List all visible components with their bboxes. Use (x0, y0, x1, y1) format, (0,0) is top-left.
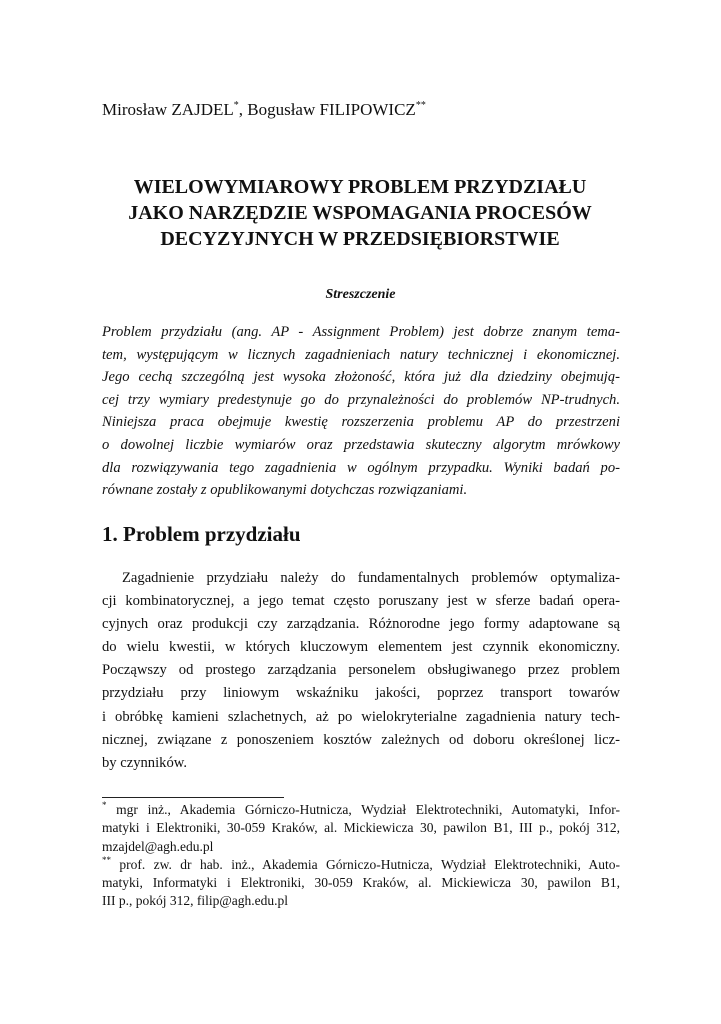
body-line: do wielu kwestii, w których kluczowym elementem jest czynnik ekonomiczny. (102, 639, 620, 656)
abstract-line: Problem przydziału (ang. AP - Assignment Problem) jest dobrze znanym tema- (102, 324, 620, 340)
abstract-line: Jego cechą szczególną jest wysoka złożoność, która już dla dziedziny obejmują- (102, 369, 620, 386)
abstract-line: Niniejsza praca obejmuje kwestię rozszerzenia problemu AP do przestrzeni (102, 414, 620, 431)
footnote-marker: ** (415, 100, 426, 111)
footnote-line: mzajdel@agh.edu.pl (102, 838, 214, 854)
body-line: Począwszy od prostego zarządzania personelem obsługiwanego przez problem (102, 662, 620, 679)
abstract-line: o dowolnej liczbie wymiarów oraz przedstawia skuteczny algorytm mrówkowy (102, 436, 620, 453)
title-line: WIELOWYMIAROWY PROBLEM PRZYDZIAŁU (133, 176, 587, 198)
author-separator: , (238, 100, 248, 119)
abstract-line: dla rozwiązywania tego zagadnienia w ogólnym przypadku. Wyniki badań po- (102, 459, 620, 476)
abstract-line: cej trzy wymiary predestynuje go do przynależności do problemów NP-trudnych. (102, 391, 620, 408)
abstract-heading: Streszczenie (325, 287, 396, 302)
body-line: przydziału przy liniowym wskaźniku jakości, poprzez transport towarów (102, 685, 620, 702)
footnote-line: matyki i Elektroniki, 30-059 Kraków, al. Mickiewicza 30, pawilon B1, III p., pokój 312, (102, 820, 620, 836)
abstract-line: równane zostały z opublikowanymi dotychczas rozwiązaniami. (102, 482, 468, 499)
footnote-line (102, 801, 620, 819)
footnote-text: mgr inż., Akademia Górniczo-Hutnicza, Wydział Elektrotechniki, Automatyki, Infor- (116, 802, 621, 817)
footnote-marker: ** (102, 854, 111, 865)
footnote-marker: * (102, 800, 107, 810)
paper-title (60, 174, 660, 252)
footnote-line: matyki, Informatyki i Elektroniki, 30-059 Kraków, al. Mickiewicza 30, pawilon B1, (102, 875, 620, 891)
footnote-text: prof. zw. dr hab. inż., Akademia Górniczo-Hutnicza, Wydział Elektrotechniki, Auto- (119, 856, 621, 872)
title-line: DECYZYJNYCH W PRZEDSIĘBIORSTWIE (160, 228, 560, 250)
author-name: Mirosław ZAJDEL (102, 100, 234, 119)
footnote-separator (102, 797, 284, 798)
footnote-marker: * (233, 100, 239, 111)
authors-line (102, 100, 426, 120)
body-line: i obróbkę kamieni szlachetnych, aż po wielokryterialne zagadnienia natury tech- (102, 708, 620, 725)
body-line: cyjnych oraz produkcji czy zarządzania. Różnorodne jego formy adaptowane są (102, 616, 620, 633)
footnotes (102, 801, 620, 911)
footnote-line: III p., pokój 312, filip@agh.edu.pl (102, 893, 289, 909)
footnote-line (102, 856, 620, 874)
author-name: Bogusław FILIPOWICZ (247, 100, 416, 119)
body-line: cji kombinatorycznej, a jego temat często poruszany jest w sferze badań opera- (102, 593, 620, 610)
title-line: JAKO NARZĘDZIE WSPOMAGANIA PROCESÓW (128, 202, 592, 224)
section-heading: 1. Problem przydziału (102, 522, 301, 546)
body-line: Zagadnienie przydziału należy do fundamentalnych problemów optymaliza- (122, 570, 620, 586)
abstract-line: tem, występującym w licznych zagadnieniach natury technicznej i ekonomicznej. (102, 346, 620, 363)
abstract-text (102, 321, 620, 502)
body-line: nicznej, związane z ponoszeniem kosztów zależnych od doboru określonej licz- (102, 731, 620, 748)
body-line: by czynników. (102, 754, 187, 771)
body-paragraph (102, 567, 620, 775)
